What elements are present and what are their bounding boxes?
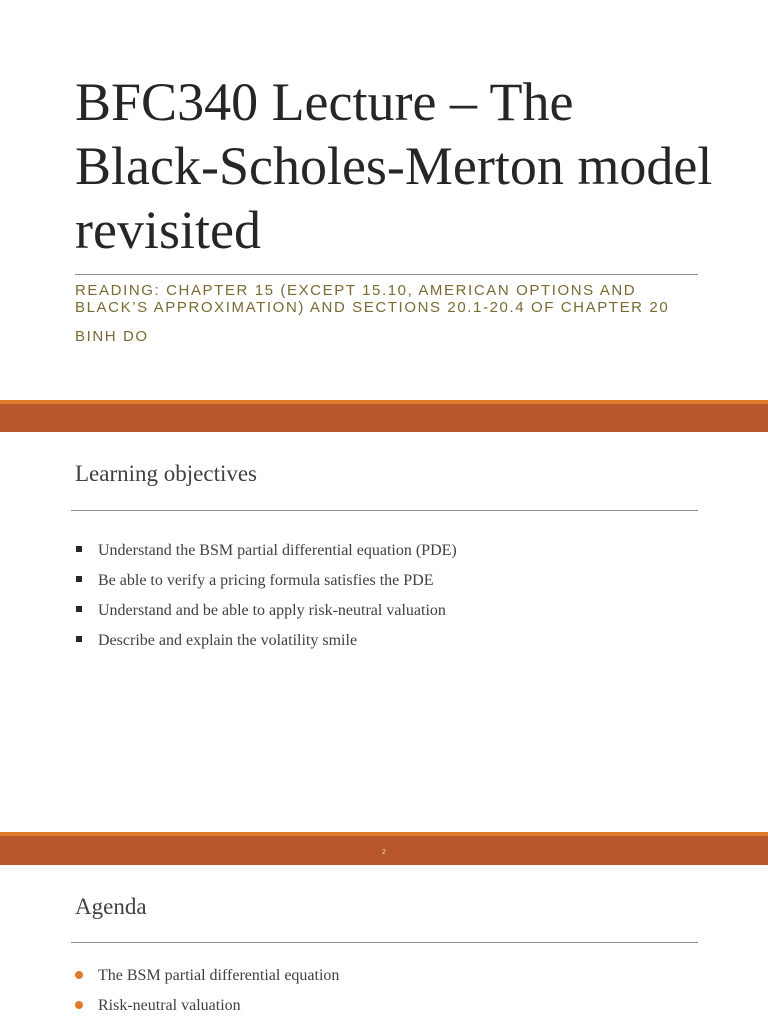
agenda-list bbox=[75, 961, 339, 1021]
list-item bbox=[75, 536, 457, 566]
learning-objectives-slide bbox=[0, 432, 768, 832]
square-bullet-icon bbox=[76, 546, 82, 552]
heading-divider bbox=[71, 510, 698, 511]
slide-separator-band bbox=[0, 832, 768, 865]
page-number: 2 bbox=[382, 849, 386, 856]
square-bullet-icon bbox=[76, 636, 82, 642]
list-item bbox=[75, 991, 339, 1021]
agenda-slide bbox=[0, 865, 768, 1024]
objective-text: Understand the BSM partial differential equation (PDE) bbox=[98, 542, 457, 559]
list-item bbox=[75, 961, 339, 991]
reading-subtitle: READING: CHAPTER 15 (EXCEPT 15.10, AMERICAN OPTIONS AND BLACK’S APPROXIMATION) AND SECTIONS 20.1-20.4 OF CHAPTER 20 bbox=[75, 282, 670, 316]
slide-separator-band bbox=[0, 400, 768, 432]
objectives-list bbox=[75, 536, 457, 656]
objective-text: Describe and explain the volatility smile bbox=[98, 632, 358, 649]
circle-bullet-icon bbox=[75, 971, 83, 979]
agenda-text: Risk-neutral valuation bbox=[98, 997, 241, 1014]
slide-heading: Learning objectives bbox=[75, 461, 258, 486]
list-item bbox=[75, 626, 457, 656]
list-item bbox=[75, 566, 457, 596]
objective-text: Understand and be able to apply risk-neutral valuation bbox=[98, 602, 446, 619]
lecture-title: BFC340 Lecture – The Black-Scholes-Merton model revisited bbox=[75, 72, 713, 260]
heading-divider bbox=[71, 942, 698, 943]
list-item bbox=[75, 596, 457, 626]
slide-heading: Agenda bbox=[75, 894, 147, 919]
circle-bullet-icon bbox=[75, 1001, 83, 1009]
objective-text: Be able to verify a pricing formula satisfies the PDE bbox=[98, 572, 434, 589]
agenda-text: The BSM partial differential equation bbox=[98, 967, 340, 984]
author-name: BINH DO bbox=[75, 328, 149, 345]
title-slide bbox=[0, 0, 768, 400]
square-bullet-icon bbox=[76, 606, 82, 612]
square-bullet-icon bbox=[76, 576, 82, 582]
title-divider bbox=[75, 274, 698, 275]
